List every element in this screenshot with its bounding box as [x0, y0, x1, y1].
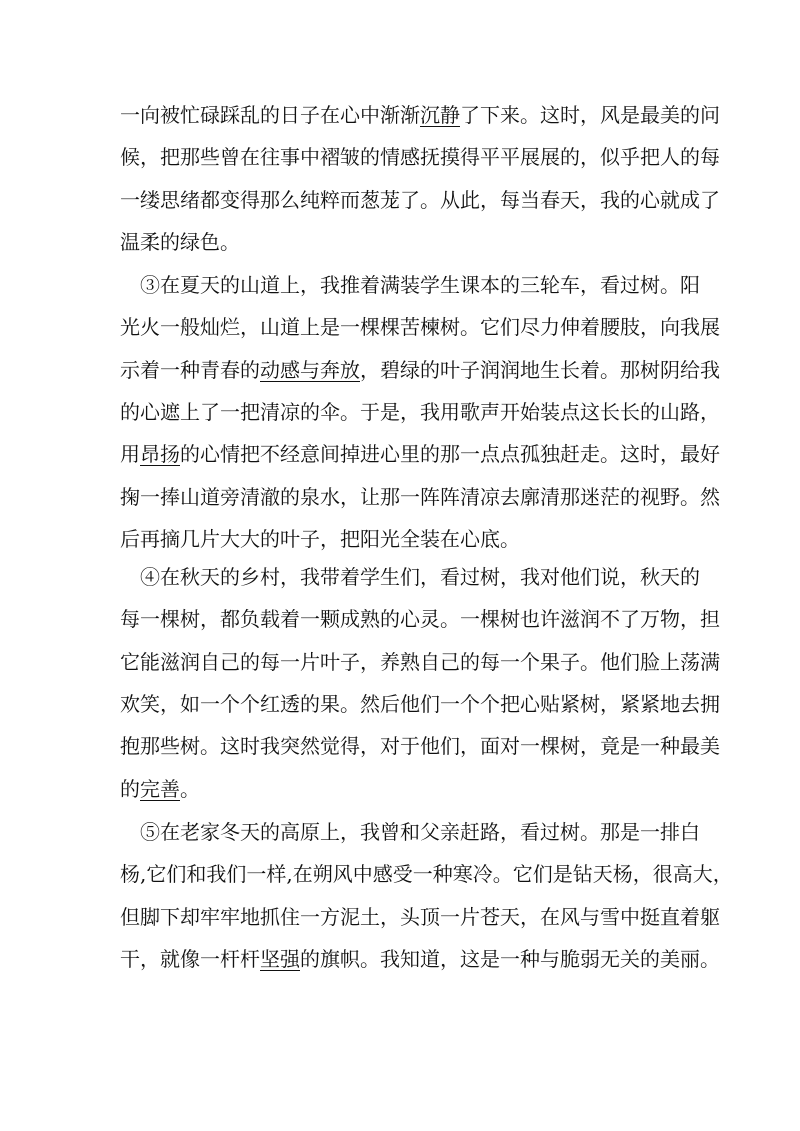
text-line — [120, 647, 720, 677]
underlined-phrase: 完善 — [140, 776, 180, 801]
text-line — [120, 817, 700, 847]
text-run: 的心遮上了一把清凉的伞。于是，我用歌声开始装点这长长的山路， — [120, 399, 720, 424]
text-line — [120, 689, 720, 719]
text-line — [120, 604, 720, 634]
text-line — [120, 312, 720, 342]
text-run: 的 — [120, 776, 140, 801]
underlined-phrase: 坚强 — [260, 946, 300, 971]
text-run: 的旗帜。我知道，这是一种与脆弱无关的美丽。 — [300, 946, 720, 971]
text-line — [120, 355, 720, 385]
text-line — [120, 439, 720, 469]
text-run: 它能滋润自己的每一片叶子，养熟自己的每一个果子。他们脸上荡满 — [120, 649, 720, 674]
text-line — [120, 562, 700, 592]
text-run: 温柔的绿色。 — [120, 229, 240, 254]
underlined-phrase: 动感与奔放 — [260, 357, 360, 382]
text-run: 每一棵树，都负载着一颗成熟的心灵。一棵树也许滋润不了万物，担 — [120, 607, 720, 632]
text-run: 光火一般灿烂，山道上是一棵棵苦楝树。它们尽力伸着腰肢，向我展 — [120, 315, 720, 340]
text-run: 干，就像一杆杆 — [120, 946, 260, 971]
text-line — [120, 100, 720, 130]
text-run: ④在秋天的乡村，我带着学生们，看过树，我对他们说，秋天的 — [120, 565, 700, 589]
text-run: ③在夏天的山道上，我推着满装学生课本的三轮车，看过树。阳 — [120, 273, 700, 297]
text-run: 掬一捧山道旁清澈的泉水，让那一阵阵清凉去廓清那迷茫的视野。然 — [120, 484, 720, 509]
text-run: 用 — [120, 442, 140, 467]
text-run: 欢笑，如一个个红透的果。然后他们一个个把心贴紧树，紧紧地去拥 — [120, 691, 720, 716]
text-line — [120, 397, 720, 427]
text-run: 候，把那些曾在往事中褶皱的情感抚摸得平平展展的，似乎把人的每 — [120, 145, 720, 170]
text-line — [120, 524, 680, 554]
text-run: 的心情把不经意间掉进心里的那一点点孤独赶走。这时，最好 — [180, 442, 720, 467]
text-line — [120, 482, 720, 512]
text-run: ，碧绿的叶子润润地生长着。那树阴给我 — [360, 357, 720, 382]
text-run: 后再摘几片大大的叶子，把阳光全装在心底。 — [120, 526, 520, 551]
text-line — [120, 185, 720, 215]
text-run: 。 — [180, 776, 200, 801]
text-run: 杨,它们和我们一样,在朔风中感受一种寒冷。它们是钻天杨，很高大， — [120, 862, 733, 887]
text-run: 一向被忙碌踩乱的日子在心中渐渐 — [120, 103, 420, 127]
text-run: ⑤在老家冬天的高原上，我曾和父亲赶路，看过树。那是一排白 — [120, 820, 700, 844]
text-line — [120, 944, 720, 974]
text-run: 一缕思绪都变得那么纯粹而葱茏了。从此，每当春天，我的心就成了 — [120, 187, 720, 212]
text-line — [120, 731, 720, 761]
text-line — [120, 142, 720, 172]
text-run: 但脚下却牢牢地抓住一方泥土，头顶一片苍天，在风与雪中挺直着躯 — [120, 904, 720, 929]
text-line — [120, 902, 720, 932]
underlined-phrase: 沉静 — [420, 103, 460, 127]
text-line — [120, 227, 680, 257]
text-run: 了下来。这时，风是最美的问 — [460, 103, 720, 127]
text-line — [120, 774, 680, 804]
underlined-phrase: 昂扬 — [140, 442, 180, 467]
text-run: 示着一种青春的 — [120, 357, 260, 382]
text-line — [120, 270, 700, 300]
text-line — [120, 859, 733, 889]
text-run: 抱那些树。这时我突然觉得，对于他们，面对一棵树，竟是一种最美 — [120, 734, 720, 759]
